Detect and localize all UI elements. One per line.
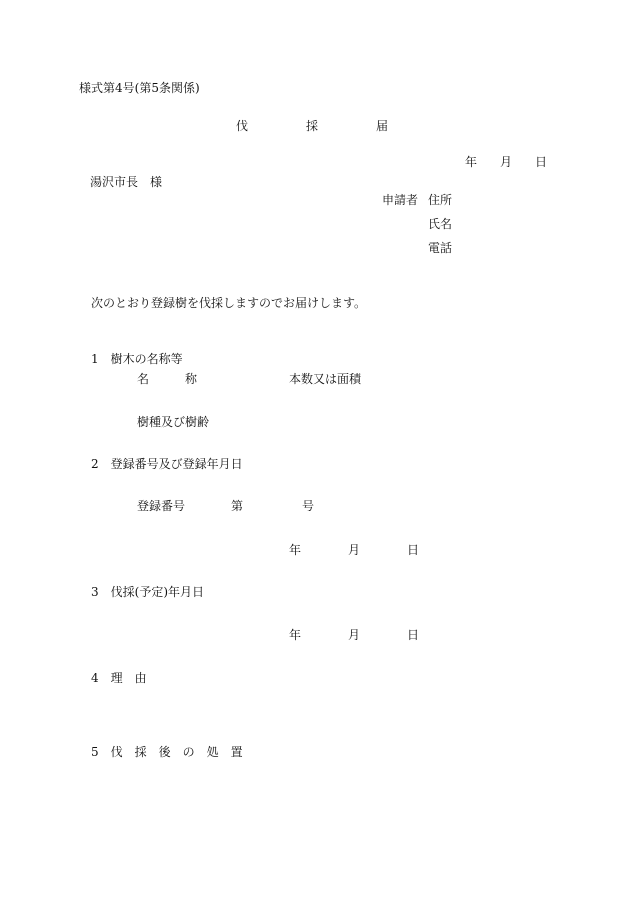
section-3-heading: 3 伐採(予定)年月日 [91, 585, 204, 599]
title-char-3: 届 [376, 119, 389, 133]
applicant-address-label: 住所 [428, 193, 453, 207]
felling-day: 日 [407, 628, 420, 642]
intro-text: 次のとおり登録樹を伐採しますのでお届けします。 [91, 296, 367, 310]
section-2-heading: 2 登録番号及び登録年月日 [91, 457, 243, 471]
applicant-phone-label: 電話 [428, 241, 453, 255]
felling-year: 年 [289, 628, 302, 642]
tree-name-label: 名 称 [137, 372, 198, 386]
registration-go: 号 [302, 499, 315, 513]
applicant-label: 申請者 [382, 193, 419, 207]
section-4-heading: 4 理 由 [91, 671, 147, 685]
addressee: 湯沢市長 様 [90, 175, 163, 189]
tree-species-label: 樹種及び樹齢 [137, 415, 210, 429]
date-year: 年 [465, 155, 478, 169]
form-number: 様式第4号(第5条関係) [79, 81, 200, 95]
registration-dai: 第 [231, 499, 244, 513]
section-1-heading: 1 樹木の名称等 [91, 352, 183, 366]
date-day: 日 [535, 155, 548, 169]
title-char-1: 伐 [236, 119, 249, 133]
title-char-2: 採 [306, 119, 319, 133]
registration-month: 月 [348, 543, 361, 557]
date-month: 月 [500, 155, 513, 169]
registration-number-label: 登録番号 [137, 499, 186, 513]
applicant-name-label: 氏名 [428, 217, 453, 231]
section-5-heading: 5 伐 採 後 の 処 置 [91, 745, 243, 759]
registration-day: 日 [407, 543, 420, 557]
registration-year: 年 [289, 543, 302, 557]
felling-month: 月 [348, 628, 361, 642]
tree-count-label: 本数又は面積 [289, 372, 362, 386]
